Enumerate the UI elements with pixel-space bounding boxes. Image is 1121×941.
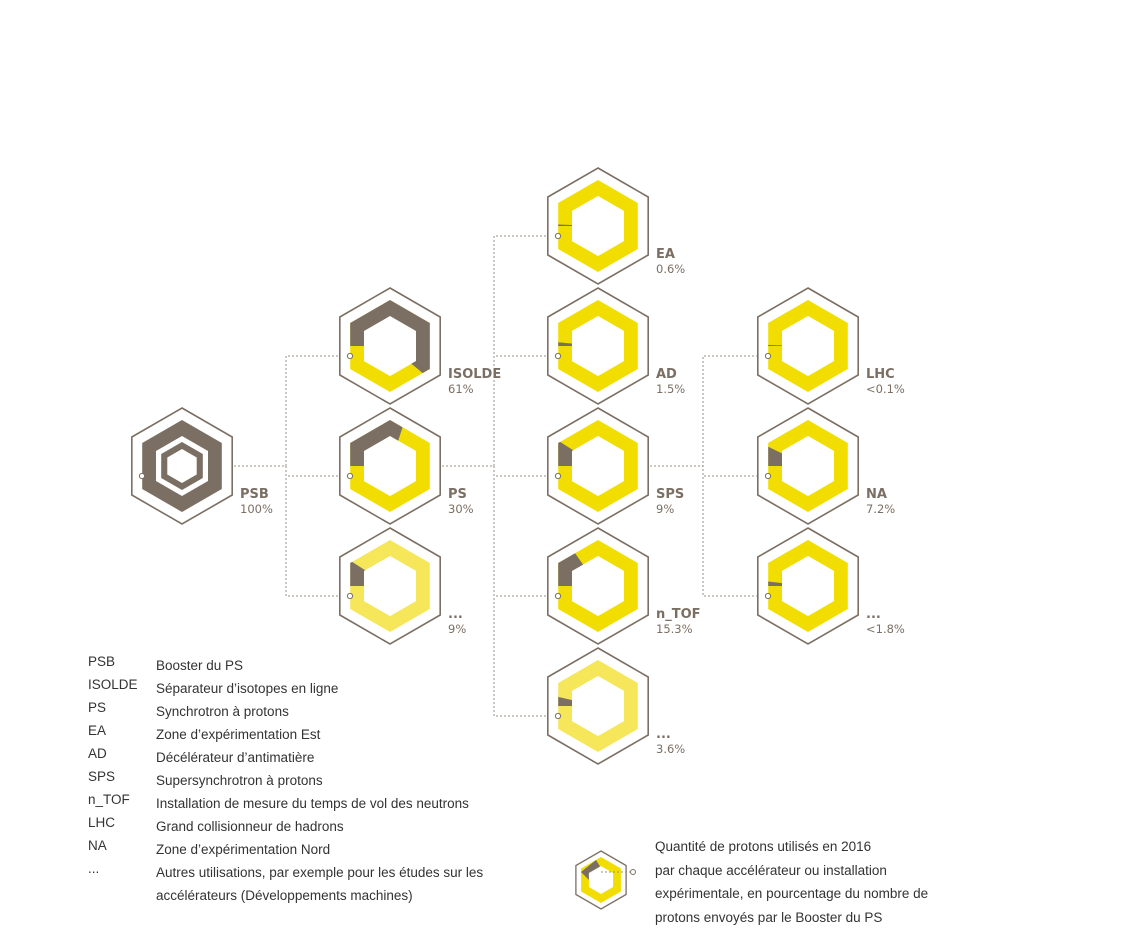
- node-pct-label: 1.5%: [656, 382, 686, 396]
- note-line: protons envoyés par le Booster du PS: [655, 909, 883, 925]
- legend-row: [88, 815, 548, 835]
- legend-desc: Zone d’expérimentation Nord: [156, 842, 331, 857]
- legend-row: [88, 654, 548, 674]
- node-other1: [340, 528, 467, 644]
- node-pct-label: 7.2%: [866, 502, 896, 516]
- node-name-label: PSB: [240, 487, 269, 502]
- node-ntof: [548, 528, 701, 644]
- node-name-label: ISOLDE: [448, 367, 502, 382]
- legend-abbr: AD: [88, 746, 107, 761]
- node-ea: [548, 168, 685, 284]
- entry-dot: [347, 593, 352, 598]
- entry-dot: [555, 713, 560, 718]
- legend-desc: Synchrotron à protons: [156, 704, 289, 719]
- node-name-label: LHC: [866, 367, 895, 382]
- node-pct-label: 15.3%: [656, 622, 693, 636]
- node-name-label: SPS: [656, 487, 685, 502]
- legend-row: [88, 746, 548, 766]
- note-line: Quantité de protons utilisés en 2016: [655, 839, 872, 854]
- connector-line: [634, 356, 768, 466]
- node-pct-label: 9%: [656, 502, 675, 516]
- entry-dot: [555, 593, 560, 598]
- legend-desc: Zone d’expérimentation Est: [156, 727, 321, 742]
- node-ps: [340, 408, 474, 524]
- node-pct-label: 0.6%: [656, 262, 686, 276]
- legend-abbr: EA: [88, 723, 107, 738]
- node-name-label: n_TOF: [656, 607, 701, 622]
- node-isolde: [340, 288, 501, 404]
- connector-line: [634, 466, 768, 476]
- legend-row: [88, 700, 548, 720]
- connector-line: [634, 466, 768, 596]
- entry-dot: [555, 473, 560, 478]
- legend-abbr: ISOLDE: [88, 677, 138, 692]
- legend-row: [88, 769, 548, 789]
- node-name-label: NA: [866, 487, 887, 502]
- connector-line: [426, 236, 558, 466]
- node-name-label: EA: [656, 247, 675, 262]
- connector-line: [218, 356, 350, 466]
- legend-desc: Booster du PS: [156, 658, 244, 673]
- legend-abbr: NA: [88, 838, 107, 853]
- legend-desc: Décélérateur d’antimatière: [156, 750, 315, 765]
- node-pct-label: <0.1%: [866, 382, 905, 396]
- legend-row: [88, 861, 548, 903]
- legend-abbr: ...: [88, 861, 100, 876]
- legend-abbr: PS: [88, 700, 107, 715]
- node-pct-label: 61%: [448, 382, 474, 396]
- connector-line: [426, 466, 558, 476]
- node-other3: [758, 528, 905, 644]
- entry-dot: [139, 473, 144, 478]
- node-pct-label: 9%: [448, 622, 467, 636]
- node-name-label: ...: [656, 727, 671, 742]
- note-line: expérimentale, en pourcentage du nombre de: [655, 886, 929, 901]
- entry-dot: [765, 353, 770, 358]
- legend-desc: Installation de mesure du temps de vol des neutrons: [156, 796, 469, 811]
- legend-desc: Grand collisionneur de hadrons: [156, 819, 344, 834]
- legend-desc: Autres utilisations, par exemple pour les études sur les accélérateurs (Développements machines): [156, 865, 484, 903]
- node-other2: [548, 648, 685, 764]
- entry-dot: [765, 473, 770, 478]
- legend-row: [88, 838, 548, 858]
- node-pct-label: 30%: [448, 502, 474, 516]
- legend-desc: Séparateur d’isotopes en ligne: [156, 681, 339, 696]
- legend-desc: Supersynchrotron à protons: [156, 773, 323, 788]
- node-lhc: [758, 288, 905, 404]
- entry-dot: [347, 353, 352, 358]
- legend-row: [88, 723, 548, 743]
- entry-dot: [765, 593, 770, 598]
- note-line: par chaque accélérateur ou installation: [655, 862, 887, 878]
- connector-lines: [218, 236, 768, 716]
- legend-abbr: n_TOF: [88, 792, 130, 807]
- connector-line: [218, 466, 350, 596]
- legend-row: [88, 677, 548, 697]
- legend-hexagon-icon: [576, 851, 636, 909]
- node-name-label: PS: [448, 487, 467, 502]
- node-na: [758, 408, 895, 524]
- legend-pointer-dot: [631, 870, 636, 875]
- node-pct-label: 3.6%: [656, 742, 686, 756]
- legend-abbr: PSB: [88, 654, 116, 669]
- node-pct-label: <1.8%: [866, 622, 905, 636]
- node-pct-label: 100%: [240, 502, 273, 516]
- connector-line: [218, 466, 350, 476]
- node-name-label: ...: [866, 607, 881, 622]
- entry-dot: [555, 233, 560, 238]
- node-name-label: ...: [448, 607, 463, 622]
- entry-dot: [555, 353, 560, 358]
- legend-abbr: LHC: [88, 815, 116, 830]
- entry-dot: [347, 473, 352, 478]
- legend-note: [655, 835, 985, 929]
- node-name-label: AD: [656, 367, 677, 382]
- legend-abbr: SPS: [88, 769, 116, 784]
- legend-row: [88, 792, 548, 812]
- node-ad: [548, 288, 685, 404]
- connector-line: [426, 466, 558, 596]
